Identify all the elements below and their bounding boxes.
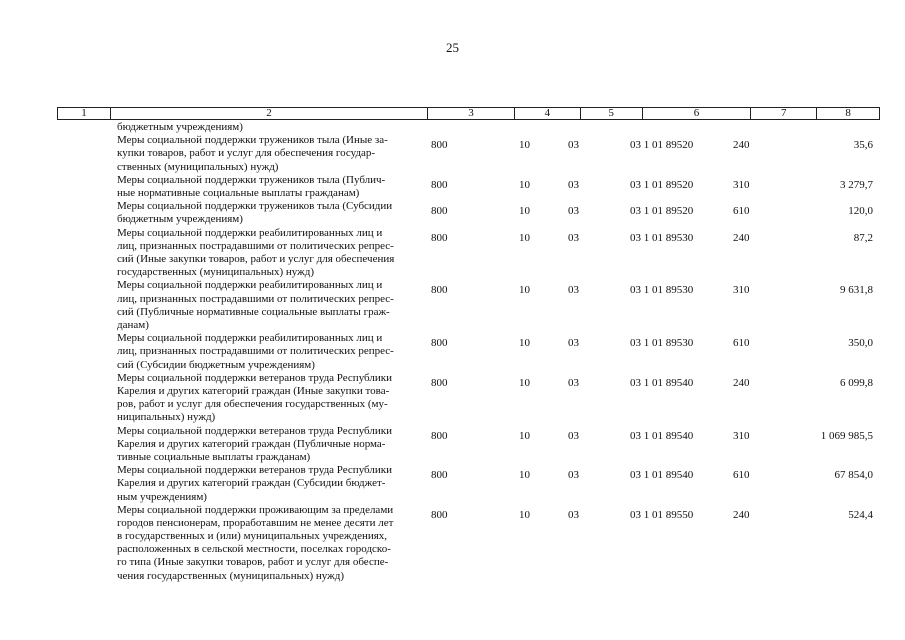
cell-c5: 03 (568, 429, 579, 442)
description-line: ров, работ и услуг для обеспечения государственных (му- (117, 398, 388, 411)
cell-c3: 800 (431, 139, 448, 152)
row-description (117, 425, 417, 465)
page-number: 25 (446, 40, 459, 55)
cell-c3: 800 (431, 429, 448, 442)
description-line: Меры социальной поддержки тружеников тыла (Публич- (117, 173, 386, 186)
cell-c5: 03 (568, 231, 579, 244)
cell-c8: 3 279,7 (840, 178, 873, 191)
description-line: Меры социальной поддержки ветеранов труда Республики (117, 464, 392, 477)
description-line: лиц, признанных пострадавшими от политических репрес- (117, 345, 394, 358)
row-description (117, 174, 417, 200)
cell-c6: 03 1 01 89520 (630, 139, 694, 152)
description-line: государственных (муниципальных) нужд) (117, 266, 314, 279)
cell-c4: 10 (519, 376, 530, 389)
description-line: Карелия и других категорий граждан (Публичные норма- (117, 437, 386, 450)
description-line: бюджетным учреждениям) (117, 213, 243, 226)
cell-c5: 03 (568, 508, 579, 521)
table-row (0, 279, 905, 332)
cell-c6: 03 1 01 89540 (630, 429, 694, 442)
cell-c5: 03 (568, 337, 579, 350)
cell-c8: 9 631,8 (840, 284, 873, 297)
cell-c8: 524,4 (848, 508, 873, 521)
cell-c6: 03 1 01 89540 (630, 469, 694, 482)
row-description (117, 121, 417, 134)
table-row (0, 425, 905, 465)
cell-c6: 03 1 01 89530 (630, 284, 694, 297)
description-line: Меры социальной поддержки тружеников тыла (Субсидии (117, 200, 393, 213)
cell-c7: 240 (733, 508, 750, 521)
cell-c4: 10 (519, 508, 530, 521)
table-row (0, 504, 905, 583)
cell-c7: 610 (733, 337, 750, 350)
cell-c7: 310 (733, 178, 750, 191)
description-line: Меры социальной поддержки реабилитированных лиц и (117, 279, 383, 292)
cell-c4: 10 (519, 429, 530, 442)
cell-c5: 03 (568, 139, 579, 152)
description-line: Меры социальной поддержки реабилитированных лиц и (117, 332, 383, 345)
header-cell-7: 7 (751, 108, 817, 119)
row-description (117, 227, 417, 280)
description-line: ниципальных) нужд) (117, 411, 216, 424)
header-cell-4: 4 (515, 108, 581, 119)
description-line: сий (Субсидии бюджетным учреждениям) (117, 358, 315, 371)
description-line: ным учреждениям) (117, 490, 207, 503)
cell-c3: 800 (431, 469, 448, 482)
table-body (0, 121, 905, 583)
cell-c7: 240 (733, 376, 750, 389)
table-header-row (57, 107, 880, 120)
table-row (0, 227, 905, 280)
cell-c3: 800 (431, 231, 448, 244)
cell-c7: 240 (733, 139, 750, 152)
cell-c3: 800 (431, 337, 448, 350)
cell-c4: 10 (519, 469, 530, 482)
cell-c4: 10 (519, 205, 530, 218)
row-description (117, 134, 417, 174)
cell-c8: 6 099,8 (840, 376, 873, 389)
table-row (0, 134, 905, 174)
cell-c4: 10 (519, 231, 530, 244)
row-description (117, 200, 417, 226)
cell-c6: 03 1 01 89530 (630, 231, 694, 244)
table-row (0, 372, 905, 425)
cell-c4: 10 (519, 284, 530, 297)
cell-c3: 800 (431, 376, 448, 389)
table-row (0, 200, 905, 226)
header-cell-1: 1 (58, 108, 111, 119)
description-line: Меры социальной поддержки ветеранов труда Республики (117, 371, 392, 384)
cell-c6: 03 1 01 89530 (630, 337, 694, 350)
cell-c7: 310 (733, 429, 750, 442)
description-line: ные нормативные социальные выплаты гражданам) (117, 186, 360, 199)
description-line: ственных (муниципальных) нужд) (117, 160, 279, 173)
cell-c7: 610 (733, 469, 750, 482)
description-line: данам) (117, 318, 149, 331)
table-row (0, 174, 905, 200)
description-line: купки товаров, работ и услуг для обеспечения государ- (117, 147, 376, 160)
cell-c5: 03 (568, 469, 579, 482)
row-description (117, 464, 417, 504)
header-cell-3: 3 (428, 108, 515, 119)
header-cell-6: 6 (643, 108, 752, 119)
description-line: Меры социальной поддержки ветеранов труда Республики (117, 424, 392, 437)
row-description (117, 279, 417, 332)
cell-c3: 800 (431, 178, 448, 191)
description-line: Меры социальной поддержки проживающим за пределами (117, 503, 394, 516)
cell-c8: 1 069 985,5 (820, 429, 873, 442)
description-line: Меры социальной поддержки реабилитированных лиц и (117, 226, 383, 239)
cell-c6: 03 1 01 89540 (630, 376, 694, 389)
cell-c8: 67 854,0 (834, 469, 873, 482)
description-line: Меры социальной поддержки тружеников тыла (Иные за- (117, 134, 388, 147)
header-cell-5: 5 (581, 108, 643, 119)
cell-c5: 03 (568, 376, 579, 389)
description-line: сий (Публичные нормативные социальные выплаты граж- (117, 305, 390, 318)
cell-c8: 35,6 (853, 139, 873, 152)
table-row (0, 121, 905, 134)
cell-c8: 350,0 (848, 337, 873, 350)
table-row (0, 464, 905, 504)
cell-c6: 03 1 01 89520 (630, 205, 694, 218)
cell-c7: 610 (733, 205, 750, 218)
cell-c8: 120,0 (848, 205, 873, 218)
description-line: го типа (Иные закупки товаров, работ и услуг для обеспе- (117, 556, 389, 569)
table-row (0, 332, 905, 372)
row-description (117, 332, 417, 372)
header-cell-2: 2 (111, 108, 428, 119)
description-line: Карелия и других категорий граждан (Субсидии бюджет- (117, 477, 386, 490)
cell-c5: 03 (568, 205, 579, 218)
cell-c3: 800 (431, 205, 448, 218)
header-cell-8: 8 (845, 107, 851, 119)
cell-c4: 10 (519, 178, 530, 191)
cell-c7: 310 (733, 284, 750, 297)
cell-c5: 03 (568, 178, 579, 191)
cell-c4: 10 (519, 139, 530, 152)
cell-c8: 87,2 (853, 231, 873, 244)
cell-c3: 800 (431, 284, 448, 297)
description-line: городов пенсионерам, проработавшим не менее десяти лет (117, 516, 394, 529)
cell-c7: 240 (733, 231, 750, 244)
description-line: тивные социальные выплаты гражданам) (117, 450, 311, 463)
cell-c4: 10 (519, 337, 530, 350)
cell-c6: 03 1 01 89550 (630, 508, 694, 521)
description-line: лиц, признанных пострадавшими от политических репрес- (117, 292, 394, 305)
cell-c3: 800 (431, 508, 448, 521)
cell-c6: 03 1 01 89520 (630, 178, 694, 191)
description-line: сий (Иные закупки товаров, работ и услуг для обеспечения (117, 252, 395, 265)
row-description (117, 504, 417, 583)
row-description (117, 372, 417, 425)
description-line: в государственных и (или) муниципальных учреждениях, (117, 530, 388, 543)
description-line: бюджетным учреждениям) (117, 121, 243, 133)
description-line: расположенных в сельской местности, поселках городско- (117, 543, 391, 556)
description-line: лиц, признанных пострадавшими от политических репрес- (117, 239, 394, 252)
cell-c5: 03 (568, 284, 579, 297)
description-line: Карелия и других категорий граждан (Иные закупки това- (117, 384, 390, 397)
description-line: чения государственных (муниципальных) нужд) (117, 569, 344, 582)
